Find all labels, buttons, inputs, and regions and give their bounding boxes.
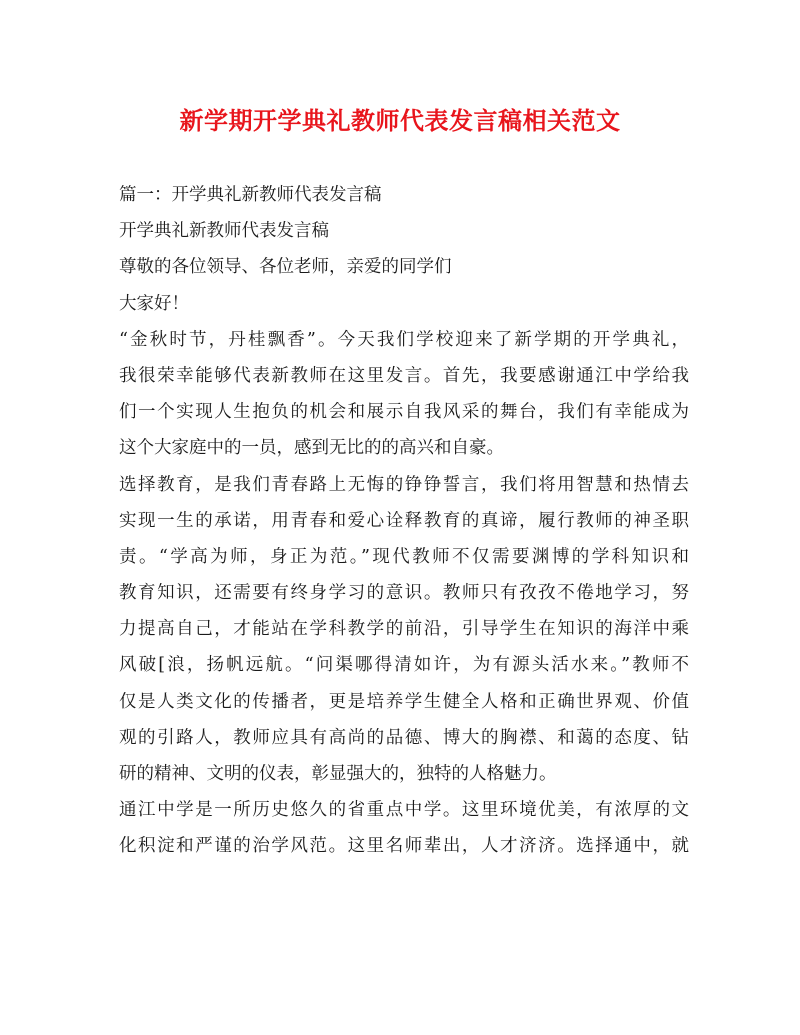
paragraph-line: 责。“学高为师，身正为范。”现代教师不仅需要渊博的学科知识和	[119, 546, 689, 567]
paragraph-line: 风破[浪，扬帆远航。“问渠哪得清如许，为有源头活水来。”教师不	[119, 655, 689, 676]
paragraph-line: 化积淀和严谨的治学风范。这里名师辈出，人才济济。选择通中，就	[119, 836, 689, 857]
paragraph-line: 力提高自己，才能站在学科教学的前沿，引导学生在知识的海洋中乘	[119, 619, 689, 640]
paragraph-line: 研的精神、文明的仪表，彰显强大的，独特的人格魅力。	[119, 764, 557, 784]
paragraph-line: 这个大家庭中的一员，感到无比的的高兴和自豪。	[119, 438, 504, 459]
speech-heading: 开学典礼新教师代表发言稿	[119, 221, 329, 242]
paragraph-line: 仅是人类文化的传播者，更是培养学生健全人格和正确世界观、价值	[119, 691, 689, 712]
paragraph-line: “金秋时节，丹桂飘香”。今天我们学校迎来了新学期的开学典礼，	[119, 329, 689, 350]
paragraph-line: 教育知识，还需要有终身学习的意识。教师只有孜孜不倦地学习，努	[119, 583, 689, 604]
paragraph-line: 通江中学是一所历史悠久的省重点中学。这里环境优美，有浓厚的文	[119, 800, 689, 821]
document-title: 新学期开学典礼教师代表发言稿相关范文	[179, 106, 621, 135]
paragraph-line: 们一个实现人生抱负的机会和展示自我风采的舞台，我们有幸能成为	[119, 402, 689, 423]
greeting: 大家好！	[119, 293, 189, 314]
paragraph-line: 实现一生的承诺，用青春和爱心诠释教育的真谛，履行教师的神圣职	[119, 510, 689, 531]
paragraph-line: 选择教育，是我们青春路上无悔的铮铮誓言，我们将用智慧和热情去	[119, 474, 689, 495]
paragraph-line: 我很荣幸能够代表新教师在这里发言。首先，我要感谢通江中学给我	[119, 365, 689, 386]
document-body	[119, 177, 689, 865]
paragraph-line: 观的引路人，教师应具有高尚的品德、博大的胸襟、和蔼的态度、钻	[119, 727, 689, 748]
section-heading: 篇一：开学典礼新教师代表发言稿	[119, 185, 382, 205]
salutation: 尊敬的各位领导、各位老师，亲爱的同学们	[119, 257, 452, 278]
